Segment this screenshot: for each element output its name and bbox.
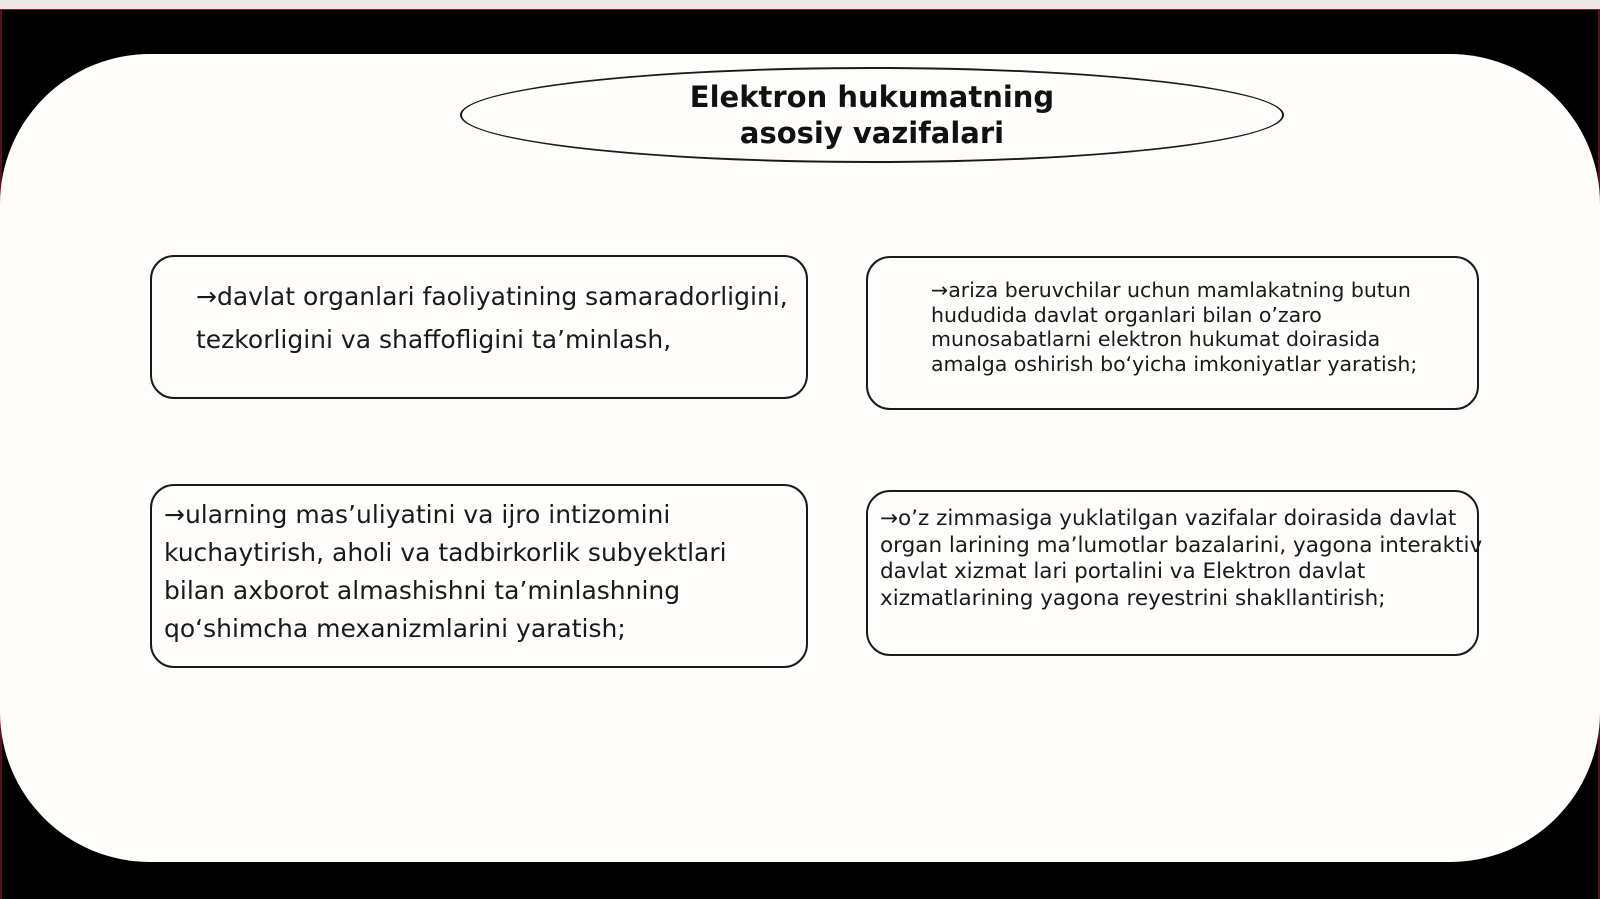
task-box-text — [196, 275, 796, 361]
task-box-text — [931, 278, 1437, 376]
task-box-label: o’z zimmasiga yuklatilgan vazifalar doirasida davlat organ larining ma’lumotlar bazalarini, yagona interaktiv davlat xizmat lari portalini va Elektron davlat xizmatlarining yagona reyestrini shakllantirish; — [880, 506, 1483, 611]
window-top-strip — [0, 0, 1600, 10]
task-box-efficiency — [150, 255, 808, 399]
task-box-text — [164, 496, 786, 648]
task-box-label: ularning mas’uliyatini va ijro intizomini kuchaytirish, aholi va tadbirkorlik subyektlari bilan axborot almashishni ta’minlashning qo‘shimcha mexanizmlarini yaratish; — [164, 500, 727, 643]
right-arrow-icon: → — [196, 282, 217, 311]
right-arrow-icon: → — [880, 506, 899, 531]
task-box-responsibility — [150, 484, 808, 668]
task-box-databases — [866, 490, 1483, 656]
task-box-label: davlat organlari faoliyatining samaradorligini, tezkorligini va shaffofligini ta’minlash, — [196, 282, 788, 354]
right-arrow-icon: → — [164, 500, 185, 529]
task-box-label: ariza beruvchilar uchun mamlakatning butun hududida davlat organlari bilan o’zaro munosabatlarni elektron hukumat doirasida amalga oshirish bo‘yicha imkoniyatlar yaratish; — [931, 278, 1418, 376]
slide-canvas — [0, 54, 1600, 862]
slide-title: Elektron hukumatning asosiy vazifalari — [689, 80, 1055, 150]
title-ellipse — [460, 67, 1284, 163]
task-box-applicants — [866, 256, 1479, 410]
right-arrow-icon: → — [931, 278, 949, 302]
task-box-text — [880, 506, 1500, 612]
